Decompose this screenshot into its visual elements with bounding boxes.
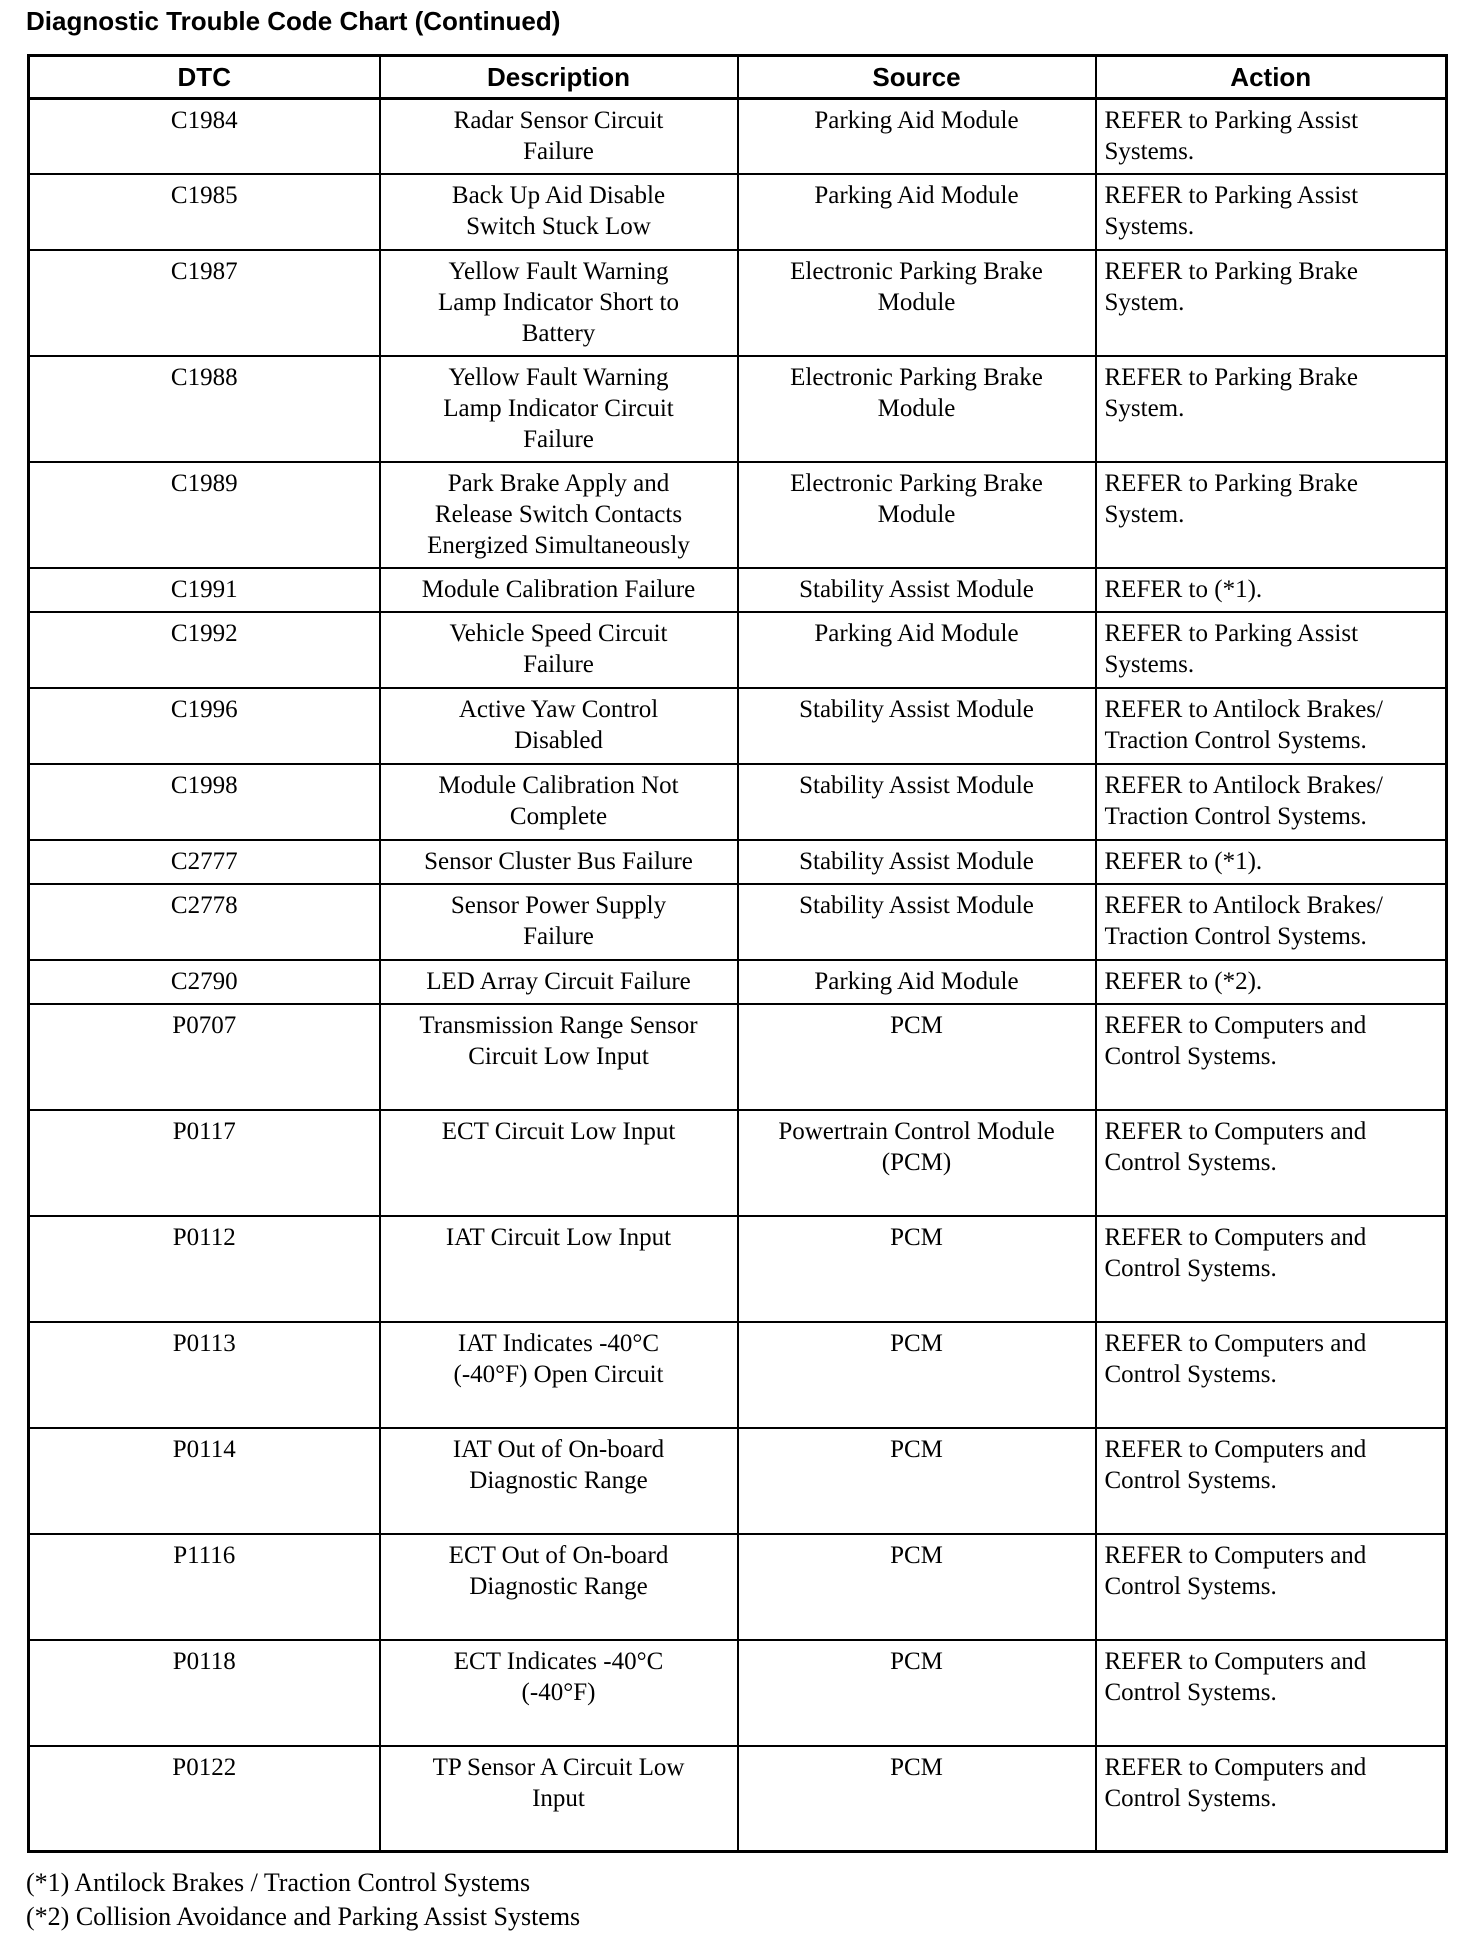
table-row <box>29 1004 1447 1110</box>
cell-action <box>1096 764 1447 840</box>
dtc-text: C1989 <box>170 469 238 497</box>
dtc-text: C2777 <box>170 847 238 875</box>
cell-action <box>1096 1640 1447 1746</box>
cell-dtc <box>29 174 380 250</box>
action-text: REFER to Computers and Control Systems. <box>1104 1329 1367 1388</box>
cell-action <box>1096 99 1447 174</box>
table-row <box>29 1746 1447 1852</box>
dtc-text: P0122 <box>172 1753 237 1781</box>
cell-description <box>380 1110 738 1216</box>
source-text: PCM <box>890 1011 943 1039</box>
header-description: Description <box>380 56 738 99</box>
cell-dtc <box>29 688 380 764</box>
source-text: PCM <box>890 1541 943 1569</box>
table-row <box>29 1110 1447 1216</box>
cell-source <box>738 568 1096 612</box>
description-text: ECT Out of On-board Diagnostic Range <box>448 1541 669 1600</box>
cell-action <box>1096 884 1447 960</box>
cell-action <box>1096 1746 1447 1852</box>
cell-description <box>380 1428 738 1534</box>
cell-action <box>1096 840 1447 884</box>
table-row <box>29 462 1447 568</box>
cell-source <box>738 1322 1096 1428</box>
action-text: REFER to (*1). <box>1104 847 1263 875</box>
table-header-row <box>29 56 1447 99</box>
cell-dtc <box>29 462 380 568</box>
action-text: REFER to Computers and Control Systems. <box>1104 1753 1367 1812</box>
table-row <box>29 1216 1447 1322</box>
action-text: REFER to Computers and Control Systems. <box>1104 1117 1367 1176</box>
cell-description <box>380 99 738 174</box>
cell-dtc <box>29 356 380 462</box>
action-text: REFER to Parking Assist Systems. <box>1104 107 1359 165</box>
footnotes <box>26 1866 580 1934</box>
cell-dtc <box>29 1004 380 1110</box>
dtc-text: C1996 <box>170 695 238 723</box>
description-text: Yellow Fault Warning Lamp Indicator Short to Battery <box>438 257 679 347</box>
table-row <box>29 840 1447 884</box>
cell-dtc <box>29 1428 380 1534</box>
source-text: Parking Aid Module <box>814 619 1019 647</box>
table-row <box>29 688 1447 764</box>
dtc-text: C1998 <box>170 771 238 799</box>
cell-dtc <box>29 99 380 174</box>
table-row <box>29 1428 1447 1534</box>
cell-dtc <box>29 1322 380 1428</box>
cell-action <box>1096 1322 1447 1428</box>
action-text: REFER to Parking Assist Systems. <box>1104 181 1359 240</box>
dtc-text: P0118 <box>172 1647 236 1675</box>
cell-description <box>380 356 738 462</box>
action-text: REFER to Parking Brake System. <box>1104 257 1358 316</box>
cell-description <box>380 764 738 840</box>
source-text: PCM <box>890 1223 943 1251</box>
cell-dtc <box>29 1746 380 1852</box>
dtc-text: C2790 <box>170 967 238 995</box>
cell-dtc <box>29 960 380 1004</box>
description-text: Radar Sensor Circuit Failure <box>453 107 664 165</box>
cell-source <box>738 884 1096 960</box>
table-row <box>29 356 1447 462</box>
dtc-text: C1988 <box>170 363 238 391</box>
table-row <box>29 884 1447 960</box>
cell-source <box>738 1640 1096 1746</box>
source-text: Stability Assist Module <box>799 771 1034 799</box>
table-row <box>29 250 1447 356</box>
cell-dtc <box>29 840 380 884</box>
action-text: REFER to (*2). <box>1104 967 1263 995</box>
description-text: Sensor Power Supply Failure <box>450 891 667 950</box>
cell-dtc <box>29 1640 380 1746</box>
cell-action <box>1096 568 1447 612</box>
cell-description <box>380 612 738 688</box>
description-text: Yellow Fault Warning Lamp Indicator Circuit Failure <box>443 363 674 453</box>
cell-action <box>1096 250 1447 356</box>
cell-source <box>738 1216 1096 1322</box>
action-text: REFER to Computers and Control Systems. <box>1104 1435 1367 1494</box>
cell-description <box>380 840 738 884</box>
cell-description <box>380 1640 738 1746</box>
table-row <box>29 1640 1447 1746</box>
dtc-text: P0112 <box>172 1223 236 1251</box>
cell-source <box>738 764 1096 840</box>
description-text: IAT Indicates -40°C (-40°F) Open Circuit <box>453 1329 664 1388</box>
description-text: Active Yaw Control Disabled <box>458 695 659 754</box>
table-row <box>29 1534 1447 1640</box>
dtc-text: C1987 <box>170 257 238 285</box>
cell-description <box>380 1534 738 1640</box>
source-text: Electronic Parking Brake Module <box>790 363 1043 422</box>
action-text: REFER to Computers and Control Systems. <box>1104 1647 1367 1706</box>
cell-action <box>1096 1004 1447 1110</box>
source-text: Stability Assist Module <box>799 891 1034 919</box>
source-text: Parking Aid Module <box>814 107 1019 134</box>
cell-dtc <box>29 1216 380 1322</box>
source-text: PCM <box>890 1753 943 1781</box>
cell-action <box>1096 462 1447 568</box>
cell-dtc <box>29 764 380 840</box>
action-text: REFER to Antilock Brakes/ Traction Control Systems. <box>1104 771 1383 830</box>
dtc-text: C1992 <box>170 619 238 647</box>
cell-source <box>738 1428 1096 1534</box>
cell-description <box>380 462 738 568</box>
description-text: Transmission Range Sensor Circuit Low Input <box>419 1011 698 1070</box>
table-row <box>29 568 1447 612</box>
cell-description <box>380 960 738 1004</box>
source-text: Stability Assist Module <box>799 847 1034 875</box>
action-text: REFER to Parking Assist Systems. <box>1104 619 1359 678</box>
description-text: ECT Indicates -40°C (-40°F) <box>453 1647 664 1706</box>
dtc-text: C1984 <box>170 107 238 134</box>
dtc-table <box>27 54 1448 1853</box>
cell-description <box>380 250 738 356</box>
cell-dtc <box>29 1534 380 1640</box>
table-row <box>29 764 1447 840</box>
table-row <box>29 1322 1447 1428</box>
cell-source <box>738 1004 1096 1110</box>
cell-description <box>380 174 738 250</box>
dtc-text: C1991 <box>170 575 238 603</box>
dtc-text: P0707 <box>172 1011 237 1039</box>
action-text: REFER to Parking Brake System. <box>1104 469 1358 528</box>
cell-source <box>738 840 1096 884</box>
dtc-text: P0113 <box>172 1329 236 1357</box>
table-row <box>29 99 1447 174</box>
action-text: REFER to Computers and Control Systems. <box>1104 1011 1367 1070</box>
cell-action <box>1096 960 1447 1004</box>
description-text: IAT Circuit Low Input <box>445 1223 672 1251</box>
source-text: Electronic Parking Brake Module <box>790 469 1043 528</box>
table-body <box>29 99 1447 1852</box>
cell-description <box>380 1004 738 1110</box>
cell-dtc <box>29 612 380 688</box>
cell-dtc <box>29 1110 380 1216</box>
action-text: REFER to (*1). <box>1104 575 1263 603</box>
description-text: Back Up Aid Disable Switch Stuck Low <box>451 181 666 240</box>
cell-description <box>380 1322 738 1428</box>
cell-action <box>1096 174 1447 250</box>
description-text: Module Calibration Failure <box>421 575 696 603</box>
cell-description <box>380 568 738 612</box>
description-text: TP Sensor A Circuit Low Input <box>432 1753 685 1812</box>
cell-description <box>380 1216 738 1322</box>
cell-source <box>738 1746 1096 1852</box>
description-text: Park Brake Apply and Release Switch Contacts Energized Simultaneously <box>427 469 690 559</box>
cell-action <box>1096 1216 1447 1322</box>
source-text: Parking Aid Module <box>814 181 1019 209</box>
description-text: Module Calibration Not Complete <box>438 771 679 830</box>
source-text: Electronic Parking Brake Module <box>790 257 1043 316</box>
cell-source <box>738 356 1096 462</box>
source-text: Stability Assist Module <box>799 695 1034 723</box>
description-text: Vehicle Speed Circuit Failure <box>449 619 668 678</box>
source-text: Powertrain Control Module (PCM) <box>778 1117 1055 1176</box>
cell-source <box>738 612 1096 688</box>
cell-source <box>738 462 1096 568</box>
cell-source <box>738 688 1096 764</box>
cell-source <box>738 99 1096 174</box>
cell-dtc <box>29 250 380 356</box>
cell-action <box>1096 356 1447 462</box>
header-dtc: DTC <box>29 56 380 99</box>
action-text: REFER to Parking Brake System. <box>1104 363 1358 422</box>
source-text: Parking Aid Module <box>814 967 1019 995</box>
dtc-text: P1116 <box>173 1541 236 1569</box>
dtc-text: C1985 <box>170 181 238 209</box>
dtc-text: C2778 <box>170 891 238 919</box>
dtc-text: P0117 <box>172 1117 236 1145</box>
source-text: PCM <box>890 1647 943 1675</box>
cell-source <box>738 1110 1096 1216</box>
cell-action <box>1096 612 1447 688</box>
cell-description <box>380 688 738 764</box>
cell-source <box>738 1534 1096 1640</box>
footnote-1: (*1) Antilock Brakes / Traction Control Systems <box>26 1868 531 1897</box>
source-text: Stability Assist Module <box>799 575 1034 603</box>
action-text: REFER to Antilock Brakes/ Traction Control Systems. <box>1104 891 1383 950</box>
cell-dtc <box>29 884 380 960</box>
page-title: Diagnostic Trouble Code Chart (Continued) <box>26 6 561 36</box>
action-text: REFER to Antilock Brakes/ Traction Control Systems. <box>1104 695 1383 754</box>
footnote-2: (*2) Collision Avoidance and Parking Assist Systems <box>26 1902 581 1931</box>
header-action: Action <box>1096 56 1447 99</box>
cell-source <box>738 960 1096 1004</box>
description-text: Sensor Cluster Bus Failure <box>424 847 693 875</box>
description-text: IAT Out of On-board Diagnostic Range <box>452 1435 665 1494</box>
cell-action <box>1096 688 1447 764</box>
source-text: PCM <box>890 1329 943 1357</box>
table-row <box>29 960 1447 1004</box>
cell-description <box>380 1746 738 1852</box>
cell-action <box>1096 1534 1447 1640</box>
cell-dtc <box>29 568 380 612</box>
table-row <box>29 174 1447 250</box>
cell-description <box>380 884 738 960</box>
dtc-text: P0114 <box>172 1435 236 1463</box>
action-text: REFER to Computers and Control Systems. <box>1104 1541 1367 1600</box>
description-text: LED Array Circuit Failure <box>426 967 691 995</box>
cell-action <box>1096 1110 1447 1216</box>
cell-source <box>738 250 1096 356</box>
table-row <box>29 612 1447 688</box>
header-source: Source <box>738 56 1096 99</box>
source-text: PCM <box>890 1435 943 1463</box>
cell-source <box>738 174 1096 250</box>
description-text: ECT Circuit Low Input <box>441 1117 676 1145</box>
action-text: REFER to Computers and Control Systems. <box>1104 1223 1367 1282</box>
cell-action <box>1096 1428 1447 1534</box>
